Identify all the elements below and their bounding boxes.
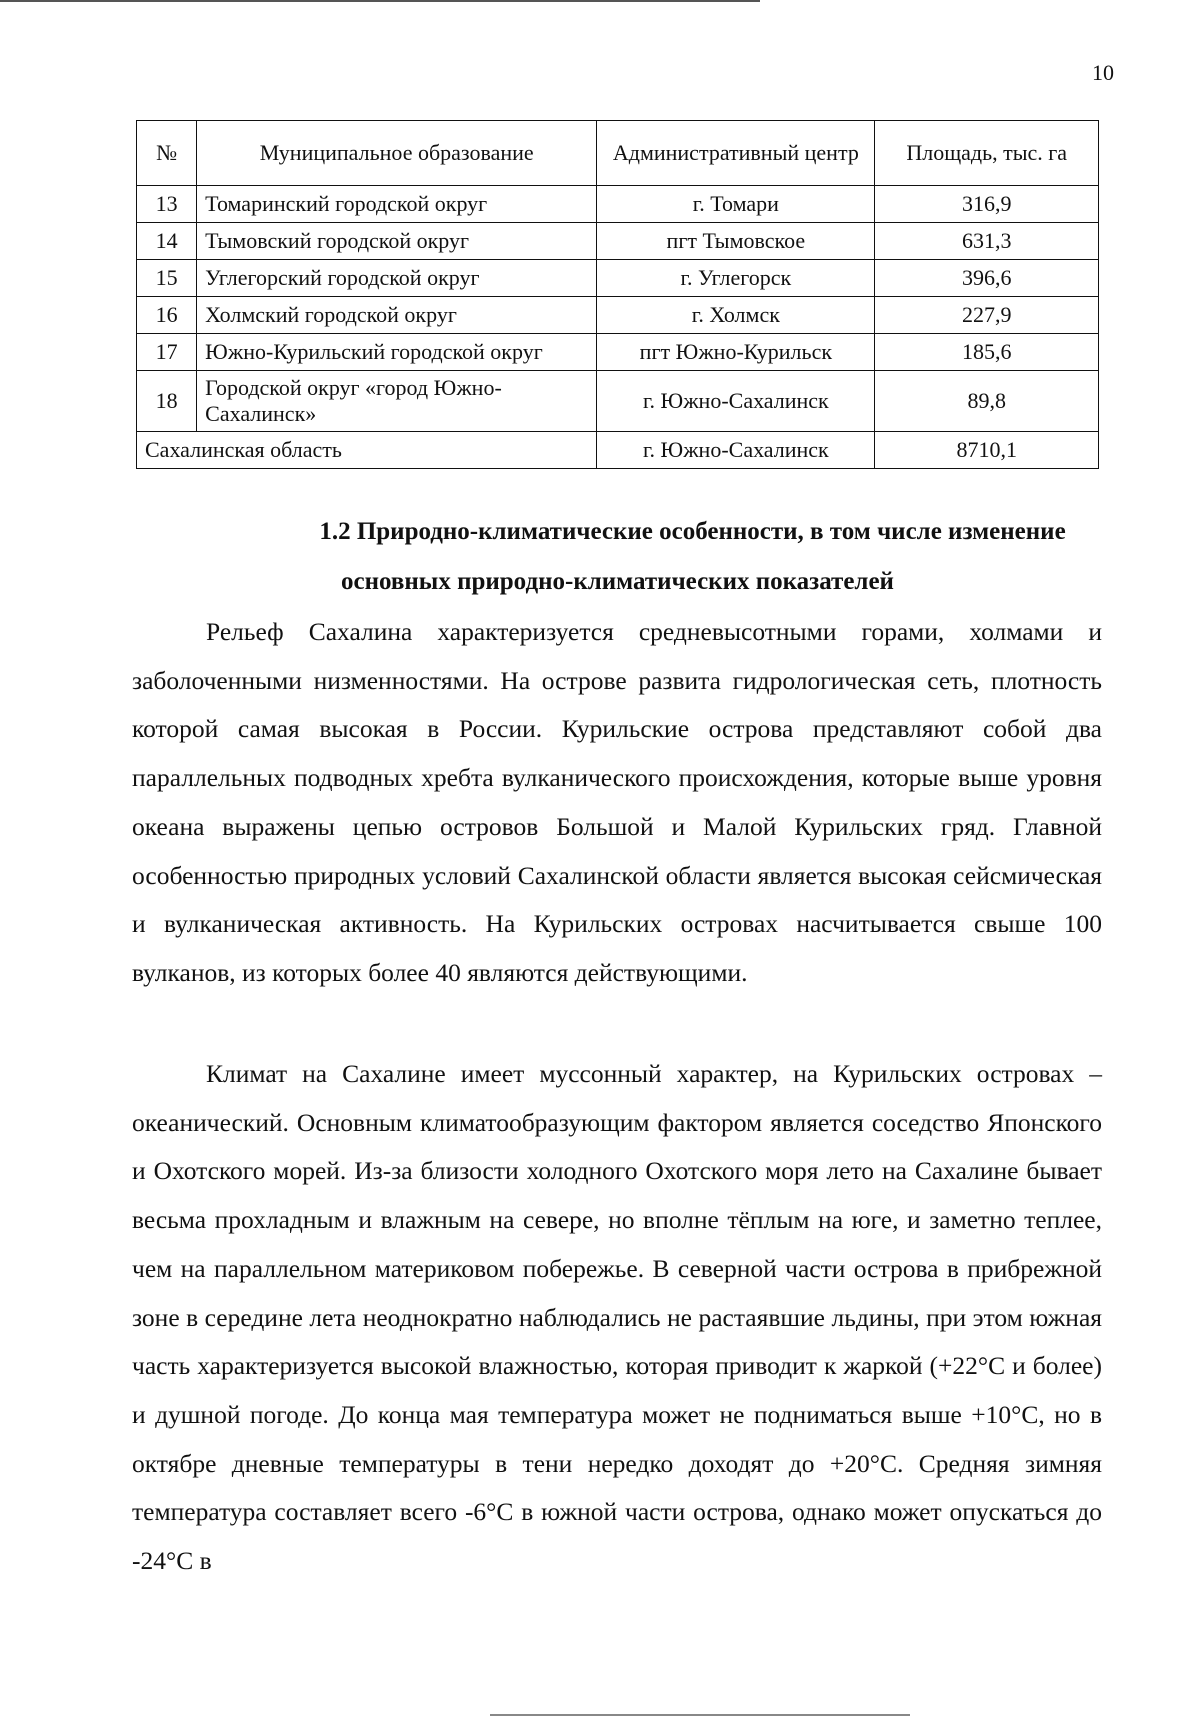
row-area: 89,8 xyxy=(875,371,1099,432)
row-municipality: Углегорский городской округ xyxy=(197,260,597,297)
page-number: 10 xyxy=(1092,60,1114,85)
header-area: Площадь, тыс. га xyxy=(875,121,1099,186)
scan-edge-line xyxy=(0,0,760,2)
row-area: 227,9 xyxy=(875,297,1099,334)
row-area: 185,6 xyxy=(875,334,1099,371)
row-number: 13 xyxy=(137,186,197,223)
section-heading-line-2: основных природно-климатических показателей xyxy=(341,568,894,595)
row-area: 631,3 xyxy=(875,223,1099,260)
table-row xyxy=(137,297,1099,334)
row-admin-center: пгт Южно-Курильск xyxy=(597,334,875,371)
total-region: Сахалинская область xyxy=(137,432,597,469)
header-admin-center: Административный центр xyxy=(597,121,875,186)
row-area: 396,6 xyxy=(875,260,1099,297)
table-row xyxy=(137,186,1099,223)
header-number: № xyxy=(137,121,197,186)
row-admin-center: г. Томари xyxy=(597,186,875,223)
scan-edge-line xyxy=(490,1714,910,1716)
municipalities-table xyxy=(136,120,1099,469)
row-municipality: Тымовский городской округ xyxy=(197,223,597,260)
paragraph-climate: Климат на Сахалине имеет муссонный характер, на Курильских островах – океанический. Основным климатообразующим фактором является соседство Японского и Охотского морей. Из-за близости холодного Охотского моря лето на Сахалине бывает весьма прохладным и влажным на севере, но вполне тёплым на юге, и заметно теплее, чем на параллельном материковом побережье. В северной части острова в прибрежной зоне в середине лета неоднократно наблюдались не растаявшие льдины, при этом южная часть характеризуется высокой влажностью, которая приводит к жаркой (+22°С и более) и душной погоде. До конца мая температура может не подниматься выше +10°С, но в октябре дневные температуры в тени нередко доходят до +20°С. Средняя зимняя температура составляет всего -6°С в южной части острова, однако может опускаться до -24°С в xyxy=(132,1059,1102,1576)
total-area: 8710,1 xyxy=(875,432,1099,469)
table-header-row xyxy=(137,121,1099,186)
paragraph-relief: Рельеф Сахалина характеризуется средневысотными горами, холмами и заболоченными низменностями. На острове развита гидрологическая сеть, плотность которой самая высокая в России. Курильские острова представляют собой два параллельных подводных хребта вулканического происхождения, которые выше уровня океана выражены цепью островов Большой и Малой Курильских гряд. Главной особенностью природных условий Сахалинской области является высокая сейсмическая и вулканическая активность. На Курильских островах насчитывается свыше 100 вулканов, из которых более 40 являются действующими. xyxy=(132,617,1102,987)
row-number: 16 xyxy=(137,297,197,334)
row-number: 14 xyxy=(137,223,197,260)
row-admin-center: г. Углегорск xyxy=(597,260,875,297)
row-municipality: Городской округ «город Южно-Сахалинск» xyxy=(197,371,597,432)
table-row xyxy=(137,260,1099,297)
row-admin-center: г. Южно-Сахалинск xyxy=(597,371,875,432)
row-municipality: Холмский городской округ xyxy=(197,297,597,334)
section-heading-line-1: 1.2 Природно-климатические особенности, в том числе изменение xyxy=(319,518,1066,545)
row-municipality: Томаринский городской округ xyxy=(197,186,597,223)
table-row xyxy=(137,371,1099,432)
row-admin-center: пгт Тымовское xyxy=(597,223,875,260)
table-total-row xyxy=(137,432,1099,469)
row-number: 18 xyxy=(137,371,197,432)
row-admin-center: г. Холмск xyxy=(597,297,875,334)
row-number: 15 xyxy=(137,260,197,297)
row-municipality: Южно-Курильский городской округ xyxy=(197,334,597,371)
total-admin-center: г. Южно-Сахалинск xyxy=(597,432,875,469)
table-row xyxy=(137,223,1099,260)
table-row xyxy=(137,334,1099,371)
header-municipality: Муниципальное образование xyxy=(197,121,597,186)
row-area: 316,9 xyxy=(875,186,1099,223)
row-number: 17 xyxy=(137,334,197,371)
